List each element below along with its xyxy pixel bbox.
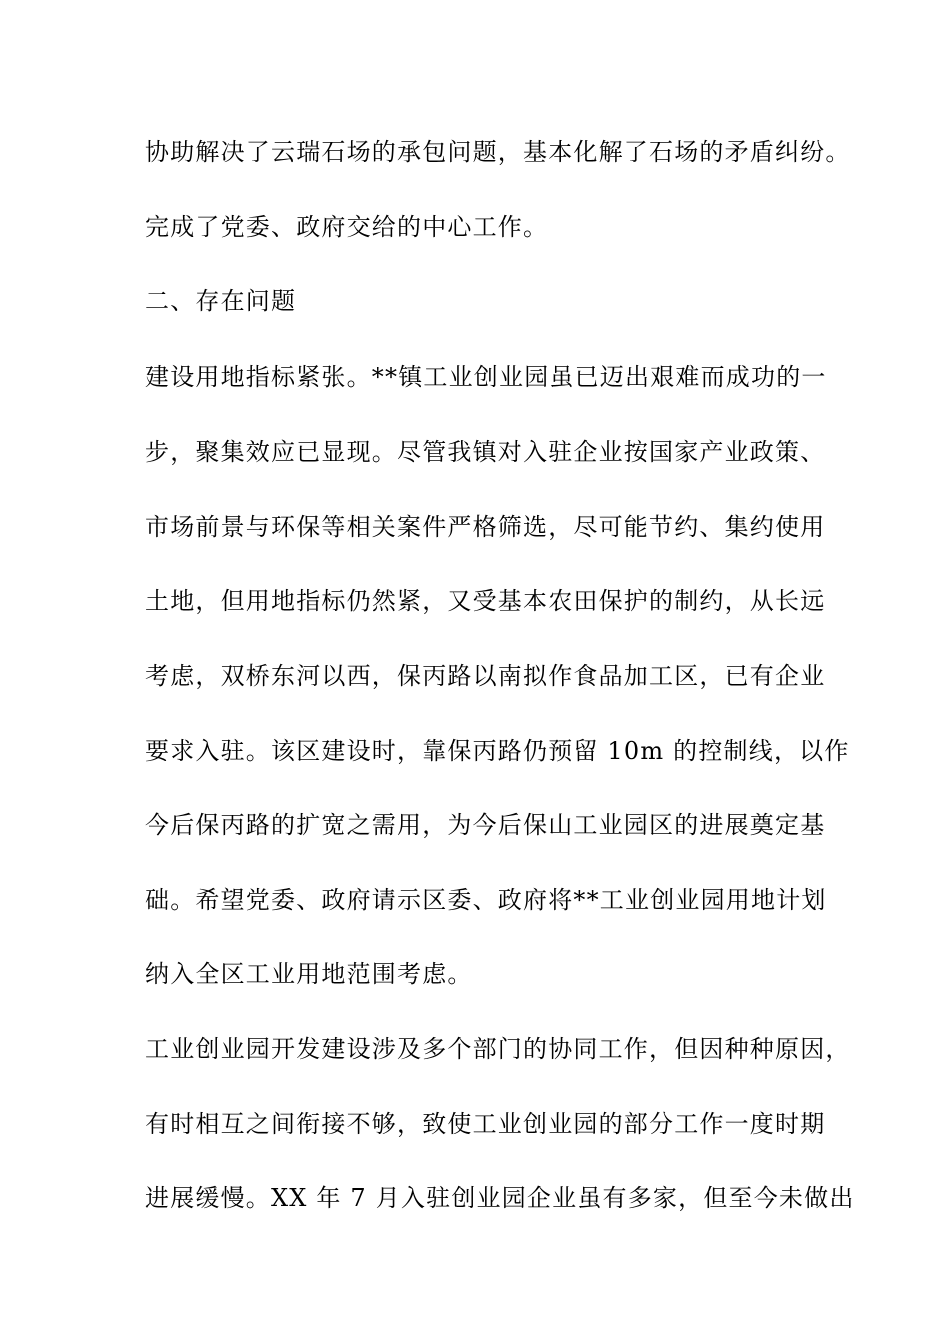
section-heading: 二、存在问题 xyxy=(145,287,297,315)
text-line: 进展缓慢。XX 年 7 月入驻创业园企业虽有多家，但至今未做出 xyxy=(145,1184,855,1212)
text-line: 建设用地指标紧张。**镇工业创业园虽已迈出艰难而成功的一 xyxy=(145,363,827,391)
text-line: 土地，但用地指标仍然紧，又受基本农田保护的制约，从长远 xyxy=(145,587,826,615)
text-line: 市场前景与环保等相关案件严格筛选，尽可能节约、集约使用 xyxy=(145,513,826,541)
text-line: 工业创业园开发建设涉及多个部门的协同工作，但因种种原因， xyxy=(145,1035,851,1063)
text-line: 今后保丙路的扩宽之需用，为今后保山工业园区的进展奠定基 xyxy=(145,811,826,839)
text-line: 础。希望党委、政府请示区委、政府将**工业创业园用地计划 xyxy=(145,886,827,914)
text-line: 完成了党委、政府交给的中心工作。 xyxy=(145,213,549,241)
text-line: 协助解决了云瑞石场的承包问题，基本化解了石场的矛盾纠纷。 xyxy=(145,138,851,166)
text-line: 纳入全区工业用地范围考虑。 xyxy=(145,960,473,988)
text-line: 考虑，双桥东河以西，保丙路以南拟作食品加工区，已有企业 xyxy=(145,662,826,690)
text-line: 要求入驻。该区建设时，靠保丙路仍预留 10m 的控制线，以作 xyxy=(145,737,850,765)
text-line: 有时相互之间衔接不够，致使工业创业园的部分工作一度时期 xyxy=(145,1110,826,1138)
text-line: 步，聚集效应已显现。尽管我镇对入驻企业按国家产业政策、 xyxy=(145,438,826,466)
